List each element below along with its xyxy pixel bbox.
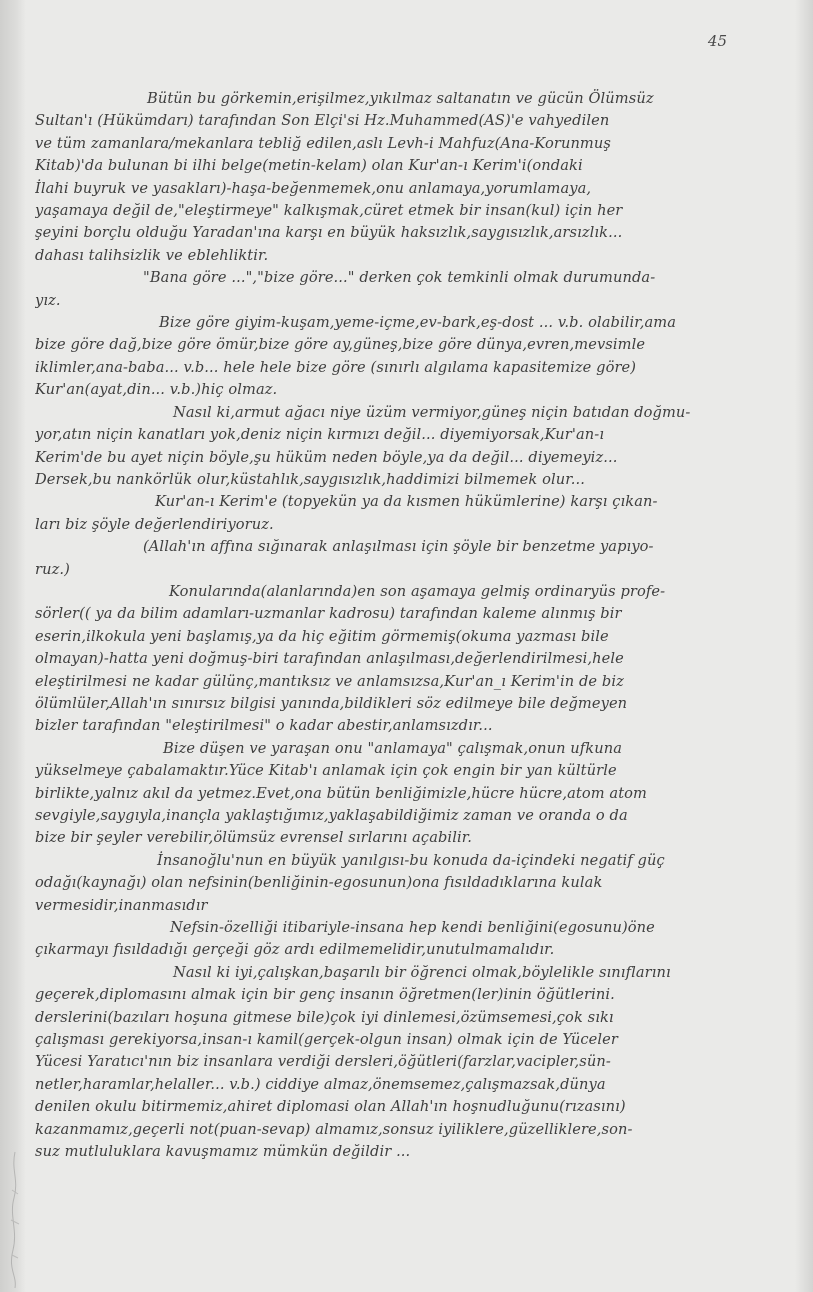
text-line: Kerim'de bu ayet niçin böyle,şu hüküm neden böyle,ya da değil... diyemeyiz...: [35, 448, 618, 466]
scan-edge-left: [0, 0, 26, 1292]
text-line: ölümlüler,Allah'ın sınırsız bilgisi yanında,bildikleri söz edilmeye bile değmeyen: [35, 694, 628, 712]
text-line: Konularında(alanlarında)en son aşamaya gelmiş ordinaryüs profe-: [169, 582, 666, 600]
text-line: derslerini(bazıları hoşuna gitmese bile)çok iyi dinlemesi,özümsemesi,çok sıkı: [35, 1008, 614, 1026]
text-line: ruz.): [35, 560, 70, 578]
text-line: Bütün bu görkemin,erişilmez,yıkılmaz saltanatın ve gücün Ölümsüz: [147, 90, 654, 107]
text-line: iklimler,ana-baba... v.b... hele hele bize göre (sınırlı algılama kapasitemize göre): [35, 358, 637, 376]
text-line: çalışması gerekiyorsa,insan-ı kamil(gerçek-olgun insan) olmak için de Yüceler: [35, 1031, 618, 1049]
text-line: Kur'an(ayat,din... v.b.)hiç olmaz.: [35, 381, 278, 399]
text-line: birlikte,yalnız akıl da yetmez.Evet,ona bütün benliğimizle,hücre hücre,atom atom: [35, 784, 647, 802]
text-line: bize göre dağ,bize göre ömür,bize göre ay,güneş,bize göre dünya,evren,mevsimle: [35, 336, 646, 354]
text-line: geçerek,diplomasını almak için bir genç insanın öğretmen(ler)inin öğütlerini.: [35, 986, 615, 1004]
text-line: netler,haramlar,helaller... v.b.) ciddiye almaz,önemsemez,çalışmazsak,dünya: [35, 1075, 606, 1093]
text-line: (Allah'ın affına sığınarak anlaşılması için şöyle bir benzetme yapıyo-: [143, 538, 654, 556]
text-line: Kitab)'da bulunan bi ilhi belge(metin-kelam) olan Kur'an-ı Kerim'i(ondaki: [35, 157, 583, 175]
text-line: şeyini borçlu olduğu Yaradan'ına karşı en büyük haksızlık,saygısızlık,arsızlık...: [35, 224, 623, 242]
text-line: "Bana göre ...","bize göre..." derken çok temkinli olmak durumunda-: [143, 269, 656, 287]
text-line: Bize göre giyim-kuşam,yeme-içme,ev-bark,eş-dost ... v.b. olabilir,ama: [159, 314, 677, 332]
text-line: bize bir şeyler verebilir,ölümsüz evrensel sırlarını açabilir.: [35, 829, 472, 847]
text-line: suz mutluluklara kavuşmamız mümkün değildir ...: [35, 1143, 411, 1161]
text-line: sevgiyle,saygıyla,inançla yaklaştığımız,yaklaşabildiğimiz zaman ve oranda o da: [35, 807, 628, 824]
text-line: yor,atın niçin kanatları yok,deniz niçin kırmızı değil... diyemiyorsak,Kur'an-ı: [35, 426, 605, 444]
text-line: Nasıl ki iyi,çalışkan,başarılı bir öğrenci olmak,böylelikle sınıflarını: [173, 963, 671, 981]
text-line: Sultan'ı (Hükümdarı) tarafından Son Elçi'si Hz.Muhammed(AS)'e vahyedilen: [35, 112, 610, 130]
body-text: [35, 88, 787, 1164]
text-line: yız.: [35, 291, 61, 309]
text-line: Dersek,bu nankörlük olur,küstahlık,saygısızlık,haddimizi bilmemek olur...: [35, 470, 585, 488]
text-line: denilen okulu bitirmemiz,ahiret diplomasi olan Allah'ın hoşnudluğunu(rızasını): [35, 1098, 626, 1116]
text-line: eleştirilmesi ne kadar gülünç,mantıksız ve anlamsızsa,Kur'an_ı Kerim'in de biz: [35, 672, 624, 690]
text-line: ları biz şöyle değerlendiriyoruz.: [35, 515, 274, 533]
text-line: Yücesi Yaratıcı'nın biz insanlara verdiği dersleri,öğütleri(farzlar,vacipler,sün-: [35, 1053, 611, 1071]
text-line: Nefsin-özelliği itibariyle-insana hep kendi benliğini(egosunu)öne: [170, 919, 655, 937]
text-line: Kur'an-ı Kerim'e (topyekün ya da kısmen hükümlerine) karşı çıkan-: [155, 493, 658, 511]
text-line: İlahi buyruk ve yasakları)-haşa-beğenmemek,onu anlamaya,yorumlamaya,: [35, 179, 592, 197]
text-line: Bize düşen ve yaraşan onu "anlamaya" çalışmak,onun ufkuna: [163, 739, 623, 757]
text-line: yükselmeye çabalamaktır.Yüce Kitab'ı anlamak için çok engin bir yan kültürle: [35, 762, 617, 780]
text-line: dahası talihsizlik ve eblehliktir.: [35, 246, 269, 264]
text-line: sörler(( ya da bilim adamları-uzmanlar kadrosu) tarafından kaleme alınmış bir: [35, 605, 622, 623]
text-line: yaşamaya değil de,"eleştirmeye" kalkışmak,cüret etmek bir insan(kul) için her: [35, 202, 623, 220]
text-line: Nasıl ki,armut ağacı niye üzüm vermiyor,güneş niçin batıdan doğmu-: [173, 403, 691, 421]
text-line: olmayan)-hatta yeni doğmuş-biri tarafından anlaşılması,değerlendirilmesi,hele: [35, 650, 624, 668]
text-line: kazanmamız,geçerli not(puan-sevap) almamız,sonsuz iyiliklere,güzelliklere,son-: [35, 1120, 633, 1138]
page-number: 45: [707, 32, 727, 50]
margin-scribble-icon: [8, 1150, 22, 1290]
text-line: eserin,ilkokula yeni başlamış,ya da hiç eğitim görmemiş(okuma yazması bile: [35, 627, 609, 645]
text-line: çıkarmayı fısıldadığı gerçeği göz ardı edilmemelidir,unutulmamalıdır.: [35, 941, 555, 959]
text-line: İnsanoğlu'nun en büyük yanılgısı-bu konuda da-içindeki negatif güç: [157, 851, 665, 869]
text-line: vermesidir,inanmasıdır: [35, 896, 208, 914]
text-line: odağı(kaynağı) olan nefsinin(benliğinin-egosunun)ona fısıldadıklarına kulak: [35, 874, 603, 892]
scan-edge-right: [795, 0, 813, 1292]
text-line: ve tüm zamanlara/mekanlara tebliğ edilen,aslı Levh-i Mahfuz(Ana-Korunmuş: [35, 134, 611, 152]
text-line: bizler tarafından "eleştirilmesi" o kadar abestir,anlamsızdır...: [35, 717, 493, 735]
